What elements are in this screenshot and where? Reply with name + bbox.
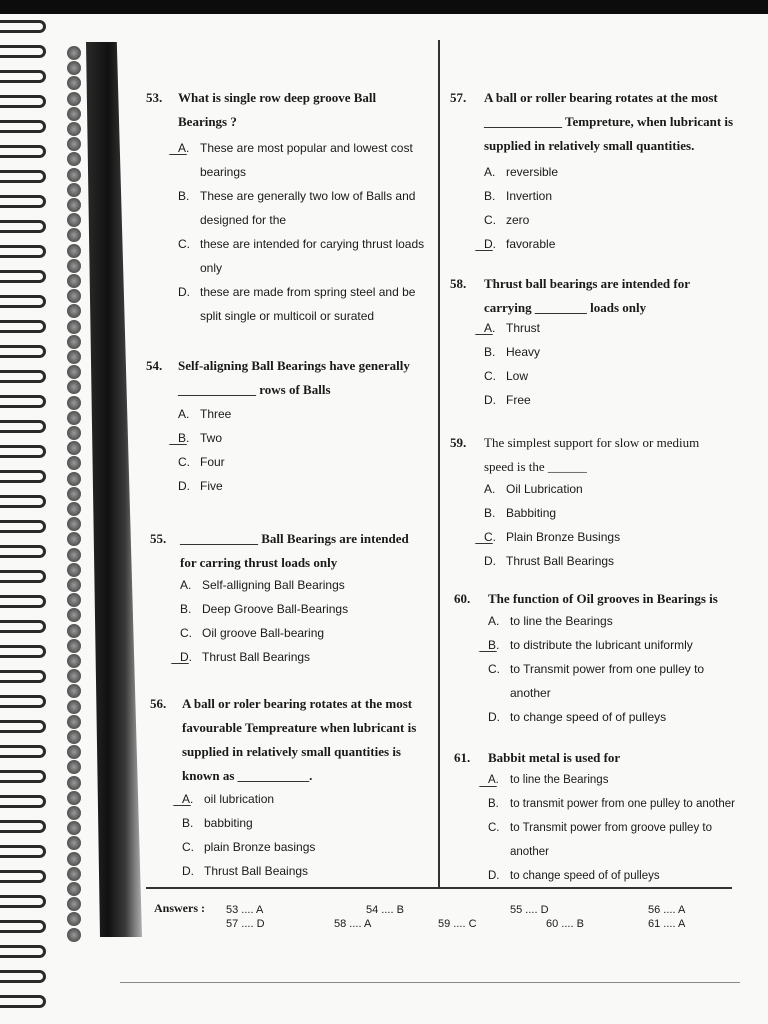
spiral-coil	[0, 845, 46, 858]
punched-hole	[67, 289, 81, 303]
punched-hole	[67, 46, 81, 60]
option-b: B. Invertion	[484, 189, 553, 203]
spiral-coil	[0, 420, 46, 433]
answer-57: 57 .... D	[226, 918, 265, 930]
option-list	[488, 768, 738, 888]
option-c: C. Four	[178, 455, 225, 469]
option-b: B. babbiting	[182, 816, 253, 830]
punched-hole	[67, 806, 81, 820]
punched-hole	[67, 715, 81, 729]
option-c: C. Oil groove Ball-bearing	[180, 626, 325, 640]
option-d: D. Thrust Ball Beaings	[182, 864, 309, 878]
spiral-coil	[0, 945, 46, 958]
question-number: 55.	[150, 531, 167, 546]
answer-61: 61 .... A	[648, 918, 686, 930]
option-a: A. These are most popular and lowest cost bearings	[178, 136, 428, 184]
punched-hole	[67, 350, 81, 364]
option-list	[182, 787, 432, 883]
question-number: 61.	[454, 750, 471, 765]
option-a: A. reversible	[484, 165, 559, 179]
punched-hole	[67, 593, 81, 607]
punched-hole	[67, 456, 81, 470]
answer-59: 59 .... C	[438, 918, 477, 930]
question-56	[150, 692, 430, 882]
option-d: D. Thrust Ball Bearings	[180, 645, 430, 669]
spiral-coil	[0, 245, 46, 258]
punched-hole	[67, 228, 81, 242]
spiral-coil	[0, 345, 46, 358]
option-c: C. plain Bronze basings	[182, 840, 316, 854]
punched-hole	[67, 867, 81, 881]
punched-hole	[67, 335, 81, 349]
punched-hole	[67, 320, 81, 334]
punched-hole	[67, 563, 81, 577]
question-text: Babbit metal is used for	[488, 750, 621, 765]
punched-hole	[67, 259, 81, 273]
answer-key	[154, 898, 744, 932]
question-text: A ball or roller bearing rotates at the most ____________ Tempreture, when lubricant is supplied in relatively small quantities.	[484, 90, 734, 153]
spiral-coil	[0, 220, 46, 233]
answer-56: 56 .... A	[648, 904, 686, 916]
question-number: 56.	[150, 696, 167, 711]
page-bottom-rule	[120, 982, 740, 983]
spiral-coil	[0, 570, 46, 583]
punched-hole	[67, 639, 81, 653]
spiral-coil	[0, 95, 46, 108]
punched-hole	[67, 928, 81, 942]
question-55	[146, 527, 426, 677]
option-c: C. to Transmit power from one pulley to another	[488, 662, 705, 700]
punched-hole	[67, 198, 81, 212]
spiral-coil	[0, 545, 46, 558]
punched-hole	[67, 578, 81, 592]
punched-hole	[67, 624, 81, 638]
punched-hole	[67, 487, 81, 501]
option-b: B. to transmit power from one pulley to another	[488, 798, 736, 810]
option-list	[484, 160, 724, 256]
column-divider	[438, 40, 440, 888]
punched-hole	[67, 244, 81, 258]
option-c: C. zero	[484, 213, 530, 227]
punched-hole	[67, 897, 81, 911]
spiral-coil	[0, 870, 46, 883]
option-list	[484, 477, 724, 573]
option-list	[178, 402, 428, 498]
option-d: D. Free	[484, 393, 531, 407]
punched-hole	[67, 472, 81, 486]
spiral-binding	[0, 20, 48, 1024]
answer-53: 53 .... A	[226, 904, 264, 916]
question-number: 58.	[450, 276, 467, 291]
spiral-coil	[0, 670, 46, 683]
option-a: A. oil lubrication	[182, 787, 432, 811]
option-b: B. Babbiting	[484, 506, 557, 520]
punched-hole	[67, 274, 81, 288]
question-number: 54.	[146, 358, 163, 373]
question-text: Self-aligning Ball Bearings have generally ____________ rows of Balls	[178, 358, 410, 397]
spiral-coil	[0, 595, 46, 608]
punched-hole	[67, 669, 81, 683]
option-d: D. Thrust Ball Bearings	[484, 554, 615, 568]
spiral-coil	[0, 170, 46, 183]
spiral-coil	[0, 320, 46, 333]
punched-hole	[67, 882, 81, 896]
punched-hole	[67, 441, 81, 455]
punched-hole	[67, 380, 81, 394]
option-b: B. These are generally two low of Balls and designed for the	[178, 189, 416, 227]
question-text: A ball or roler bearing rotates at the most favourable Tempreature when lubricant is supplied in relatively small quantities is known as ___________.	[182, 696, 417, 783]
spiral-coil	[0, 20, 46, 33]
spiral-coil	[0, 295, 46, 308]
question-number: 59.	[450, 435, 467, 450]
spiral-coil	[0, 970, 46, 983]
option-b: B. Heavy	[484, 345, 541, 359]
punched-hole	[67, 365, 81, 379]
question-54	[146, 354, 426, 504]
option-d: D. to change speed of of pulleys	[488, 870, 660, 882]
punched-hole	[67, 426, 81, 440]
spiral-coil	[0, 895, 46, 908]
spiral-coil	[0, 445, 46, 458]
question-number: 60.	[454, 591, 471, 606]
spiral-coil	[0, 620, 46, 633]
spiral-coil	[0, 520, 46, 533]
option-list	[180, 573, 430, 669]
punched-hole	[67, 532, 81, 546]
punched-hole	[67, 502, 81, 516]
answers-label: Answers :	[154, 901, 205, 915]
spiral-coil	[0, 645, 46, 658]
spiral-coil	[0, 470, 46, 483]
option-list	[178, 136, 428, 328]
option-b: B. Two	[178, 426, 428, 450]
spiral-coil	[0, 270, 46, 283]
option-d: D. to change speed of of pulleys	[488, 710, 667, 724]
option-b: B. Deep Groove Ball-Bearings	[180, 602, 349, 616]
punched-hole	[67, 608, 81, 622]
question-text: The function of Oil grooves in Bearings is	[488, 591, 718, 606]
option-a: A. to line the Bearings	[488, 768, 738, 792]
punched-hole	[67, 137, 81, 151]
option-list	[484, 316, 724, 412]
answer-58: 58 .... A	[334, 918, 372, 930]
question-60	[454, 587, 736, 737]
punched-hole	[67, 107, 81, 121]
punched-hole	[67, 168, 81, 182]
punched-hole	[67, 548, 81, 562]
punched-hole	[67, 745, 81, 759]
punched-hole	[67, 76, 81, 90]
punched-hole	[67, 730, 81, 744]
option-c: C. to Transmit power from groove pulley to another	[488, 822, 712, 858]
punched-hole	[67, 836, 81, 850]
punched-hole	[67, 776, 81, 790]
spiral-coil	[0, 770, 46, 783]
punched-hole	[67, 61, 81, 75]
punched-hole	[67, 821, 81, 835]
punched-hole	[67, 411, 81, 425]
punched-hole	[67, 791, 81, 805]
punched-hole	[67, 760, 81, 774]
spiral-coil	[0, 820, 46, 833]
option-a: A. Self-alligning Ball Bearings	[180, 578, 345, 592]
option-a: A. to line the Bearings	[488, 614, 613, 628]
punched-hole	[67, 517, 81, 531]
spiral-coil	[0, 495, 46, 508]
punched-hole	[67, 396, 81, 410]
spiral-coil	[0, 795, 46, 808]
question-text: Thrust ball bearings are intended for carrying ________ loads only	[484, 276, 690, 315]
spiral-coil	[0, 995, 46, 1008]
question-text: The simplest support for slow or medium speed is the ______	[484, 435, 700, 474]
question-58	[450, 272, 735, 412]
spiral-coil	[0, 695, 46, 708]
spiral-coil	[0, 395, 46, 408]
punched-holes	[64, 46, 86, 946]
punched-hole	[67, 304, 81, 318]
punched-hole	[67, 654, 81, 668]
option-d: D. Five	[178, 479, 223, 493]
spiral-coil	[0, 195, 46, 208]
question-61	[454, 746, 738, 882]
question-59	[450, 431, 735, 571]
spiral-coil	[0, 720, 46, 733]
answer-55: 55 .... D	[510, 904, 549, 916]
question-53	[146, 86, 426, 336]
option-list	[488, 609, 736, 729]
spiral-coil	[0, 745, 46, 758]
question-57	[450, 86, 735, 256]
option-d: D. favorable	[484, 232, 724, 256]
option-d: D. these are made from spring steel and be split single or multicoil or surated	[178, 285, 416, 323]
spiral-coil	[0, 920, 46, 933]
option-c: C. Low	[484, 369, 529, 383]
punched-hole	[67, 213, 81, 227]
spiral-coil	[0, 70, 46, 83]
scanner-top-band	[0, 0, 768, 14]
spiral-coil	[0, 370, 46, 383]
punched-hole	[67, 92, 81, 106]
punched-hole	[67, 700, 81, 714]
option-a: A. Oil Lubrication	[484, 482, 583, 496]
option-a: A. Three	[178, 407, 232, 421]
punched-hole	[67, 912, 81, 926]
answer-54: 54 .... B	[366, 904, 404, 916]
question-text: What is single row deep groove Ball Bearings ?	[178, 90, 377, 129]
punched-hole	[67, 684, 81, 698]
option-c: C. these are intended for carying thrust loads only	[178, 237, 425, 275]
question-text: ____________ Ball Bearings are intended for carring thrust loads only	[180, 531, 409, 570]
spiral-coil	[0, 45, 46, 58]
punched-hole	[67, 122, 81, 136]
question-number: 57.	[450, 90, 467, 105]
answer-60: 60 .... B	[546, 918, 584, 930]
punched-hole	[67, 183, 81, 197]
option-c: C. Plain Bronze Busings	[484, 525, 724, 549]
option-b: B. to distribute the lubricant uniformly	[488, 633, 736, 657]
option-a: A. Thrust	[484, 316, 724, 340]
spiral-coil	[0, 120, 46, 133]
question-number: 53.	[146, 90, 163, 105]
punched-hole	[67, 852, 81, 866]
spiral-coil	[0, 145, 46, 158]
punched-hole	[67, 152, 81, 166]
